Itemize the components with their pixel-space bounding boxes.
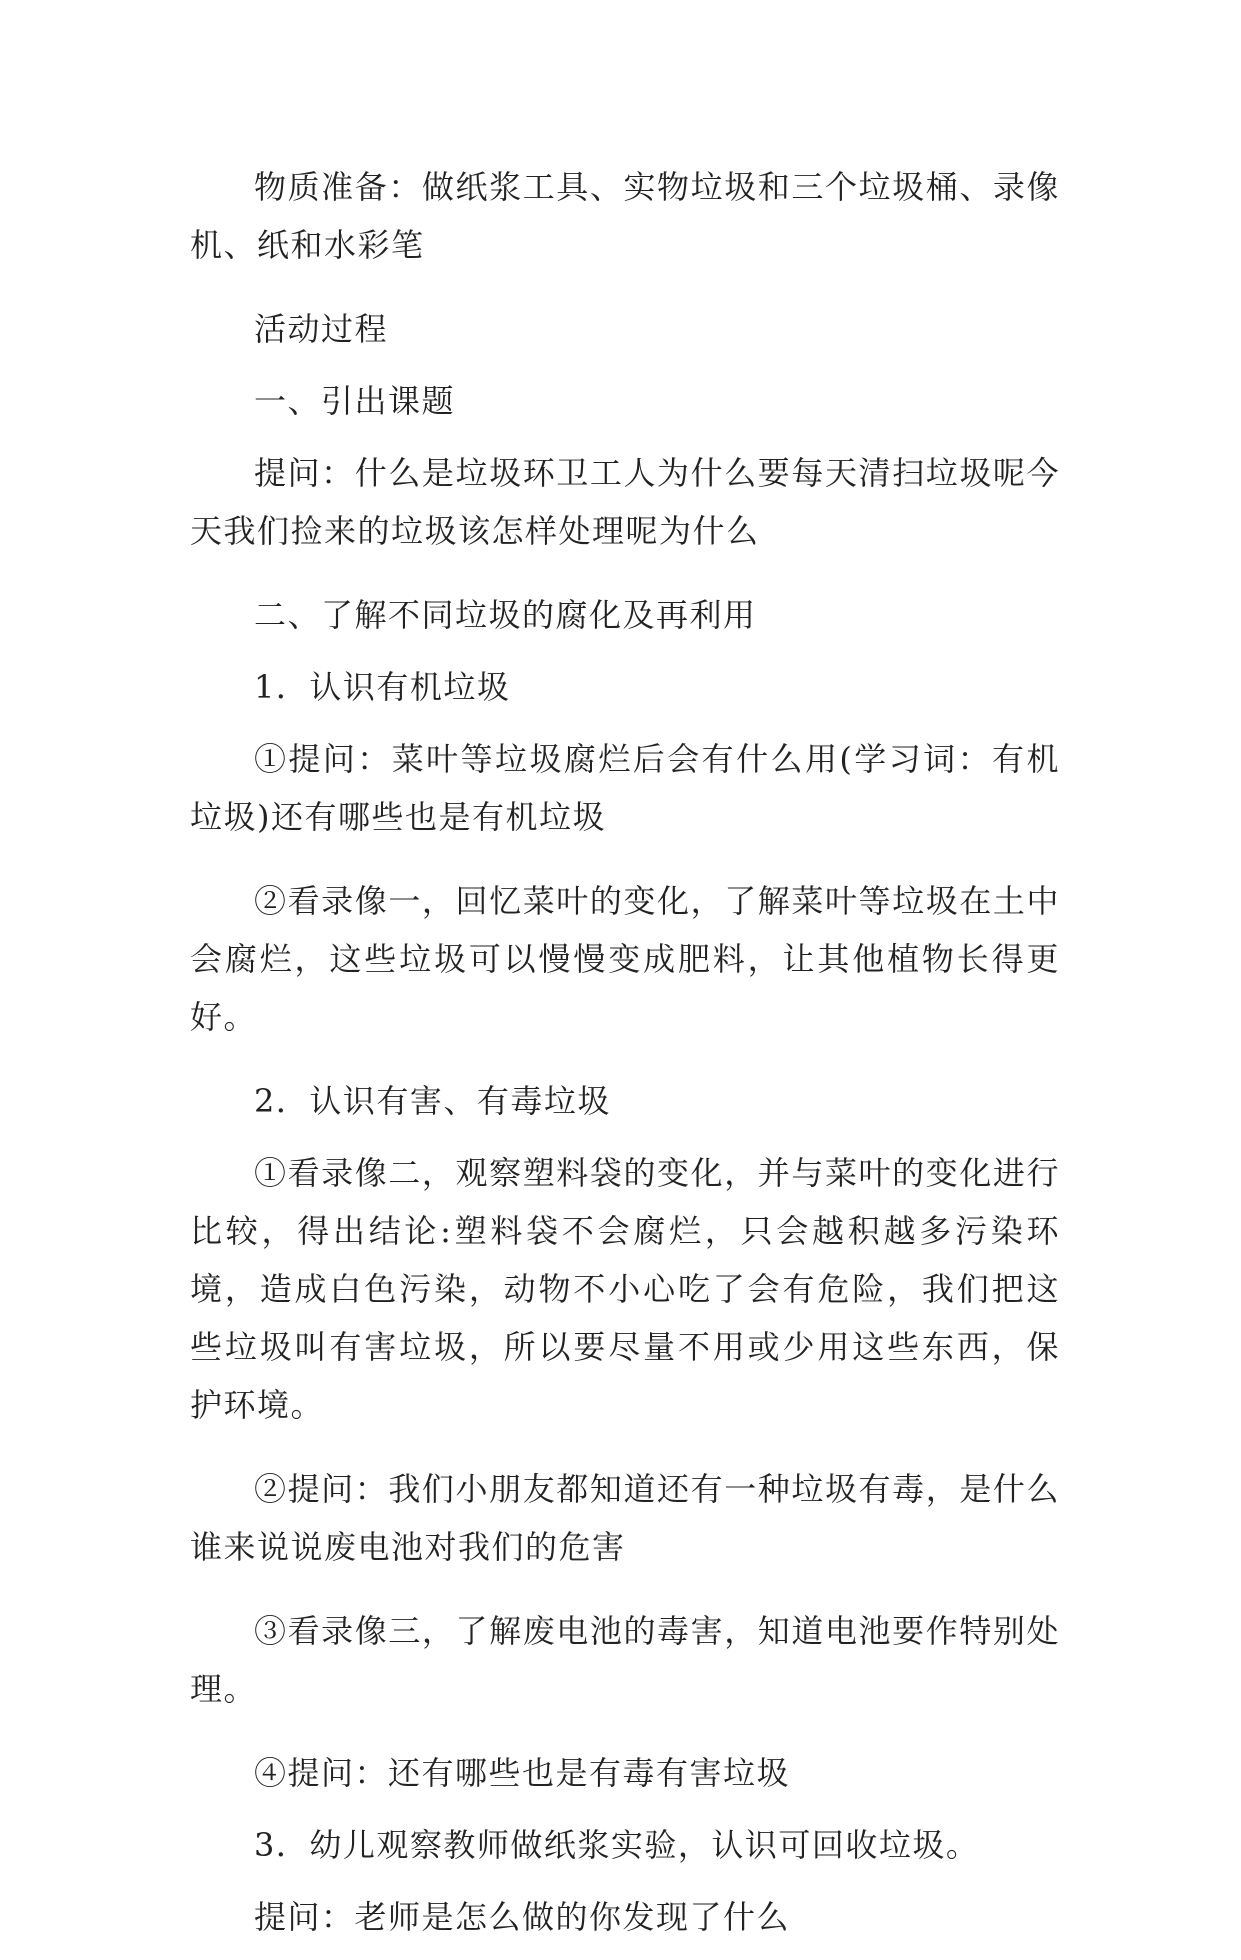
paragraph-item-2-c: ③看录像三，了解废电池的毒害，知道电池要作特别处理。 bbox=[190, 1612, 1060, 1708]
heading-item-3: 3．幼儿观察教师做纸浆实验，认识可回收垃圾。 bbox=[254, 1826, 980, 1864]
paragraph-item-3-question: 提问：老师是怎么做的你发现了什么 bbox=[254, 1898, 791, 1936]
heading-section-1: 一、引出课题 bbox=[254, 382, 456, 420]
document-body bbox=[190, 158, 1060, 1960]
paragraph-item-1-a: ①提问：菜叶等垃圾腐烂后会有什么用(学习词：有机垃圾)还有哪些也是有机垃圾 bbox=[190, 740, 1060, 836]
heading-item-2: 2．认识有害、有毒垃圾 bbox=[254, 1082, 611, 1120]
paragraph-item-2-b: ②提问：我们小朋友都知道还有一种垃圾有毒，是什么谁来说说废电池对我们的危害 bbox=[190, 1470, 1060, 1566]
heading-activity-process: 活动过程 bbox=[254, 310, 389, 348]
heading-item-1: 1．认识有机垃圾 bbox=[254, 668, 511, 706]
paragraph-question-1: 提问：什么是垃圾环卫工人为什么要每天清扫垃圾呢今天我们捡来的垃圾该怎样处理呢为什么 bbox=[190, 454, 1060, 550]
paragraph-item-2-a: ①看录像二，观察塑料袋的变化，并与菜叶的变化进行比较，得出结论:塑料袋不会腐烂，只会越积越多污染环境，造成白色污染，动物不小心吃了会有危险，我们把这些垃圾叫有害垃圾，所以要尽量不用或少用这些东西，保护环境。 bbox=[190, 1154, 1060, 1424]
paragraph-materials: 物质准备：做纸浆工具、实物垃圾和三个垃圾桶、录像机、纸和水彩笔 bbox=[190, 168, 1060, 264]
paragraph-item-1-b: ②看录像一，回忆菜叶的变化，了解菜叶等垃圾在土中会腐烂，这些垃圾可以慢慢变成肥料，让其他植物长得更好。 bbox=[190, 882, 1060, 1036]
paragraph-item-2-d: ④提问：还有哪些也是有毒有害垃圾 bbox=[254, 1754, 791, 1792]
heading-section-2: 二、了解不同垃圾的腐化及再利用 bbox=[254, 596, 757, 634]
